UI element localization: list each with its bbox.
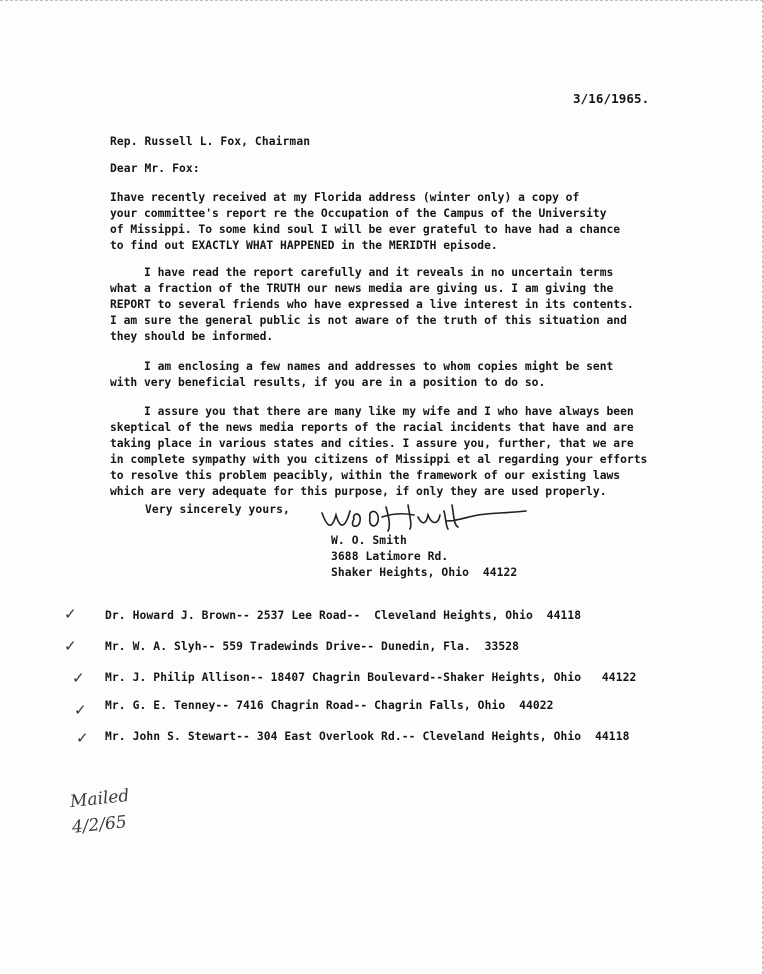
text-line: what a fraction of the TRUTH our news media are giving us. I am giving the: [110, 282, 614, 295]
text-line: of Missippi. To some kind soul I will be ever grateful to have had a chance: [110, 223, 621, 236]
closing: Very sincerely yours,: [145, 503, 290, 516]
handwritten-signature: [318, 499, 533, 535]
text-line: skeptical of the news media reports of the racial incidents that have and are: [110, 421, 634, 434]
recipient-line: Mr. G. E. Tenney-- 7416 Chagrin Road-- Chagrin Falls, Ohio 44022: [105, 699, 554, 712]
handwritten-mailed-date: 4/2/65: [71, 812, 128, 838]
recipient-line: Mr. J. Philip Allison-- 18407 Chagrin Boulevard--Shaker Heights, Ohio 44122: [105, 671, 637, 684]
text-line: with very beneficial results, if you are in a position to do so.: [110, 376, 546, 389]
salutation: Dear Mr. Fox:: [110, 162, 200, 175]
paragraph-3: [110, 359, 700, 391]
signer-city: Shaker Heights, Ohio 44122: [331, 566, 518, 579]
text-line: to find out EXACTLY WHAT HAPPENED in the MERIDTH episode.: [110, 239, 498, 252]
recipient-line: Mr. John S. Stewart-- 304 East Overlook Rd.-- Cleveland Heights, Ohio 44118: [105, 730, 630, 743]
text-line: which are very adequate for this purpose, if only they are used properly.: [110, 485, 607, 498]
check-mark-icon: ✓: [64, 605, 77, 623]
text-line: I have read the report carefully and it reveals in no uncertain terms: [110, 266, 614, 279]
text-line: taking place in various states and cities. I assure you, further, that we are: [110, 437, 634, 450]
check-mark-icon: ✓: [76, 729, 89, 747]
recipient-line: Dr. Howard J. Brown-- 2537 Lee Road-- Cleveland Heights, Ohio 44118: [105, 609, 582, 622]
paragraph-1: [110, 190, 700, 254]
text-line: I am sure the general public is not aware of the truth of this situation and: [110, 314, 627, 327]
check-mark-icon: ✓: [64, 637, 77, 655]
check-mark-icon: ✓: [74, 701, 87, 719]
text-line: in complete sympathy with you citizens of Missippi et al regarding your efforts: [110, 453, 648, 466]
recipient-line: Mr. W. A. Slyh-- 559 Tradewinds Drive-- Dunedin, Fla. 33528: [105, 640, 520, 653]
letter-date: 3/16/1965.: [573, 91, 650, 106]
paragraph-4: [110, 404, 700, 500]
handwritten-mailed-note: Mailed: [69, 785, 131, 813]
signer-name: W. O. Smith: [331, 534, 407, 547]
text-line: your committee's report re the Occupation of the Campus of the University: [110, 207, 607, 220]
paragraph-2: [110, 265, 700, 345]
text-line: they should be informed.: [110, 330, 274, 343]
text-line: to resolve this problem peacibly, within the framework of our existing laws: [110, 469, 621, 482]
check-mark-icon: ✓: [72, 669, 85, 687]
text-line: REPORT to several friends who have expressed a live interest in its contents.: [110, 298, 634, 311]
text-line: I assure you that there are many like my wife and I who have always been: [110, 405, 634, 418]
signer-street: 3688 Latimore Rd.: [331, 550, 449, 563]
text-line: Ihave recently received at my Florida address (winter only) a copy of: [110, 191, 580, 204]
text-line: I am enclosing a few names and addresses to whom copies might be sent: [110, 360, 614, 373]
addressee-line: Rep. Russell L. Fox, Chairman: [110, 135, 311, 148]
